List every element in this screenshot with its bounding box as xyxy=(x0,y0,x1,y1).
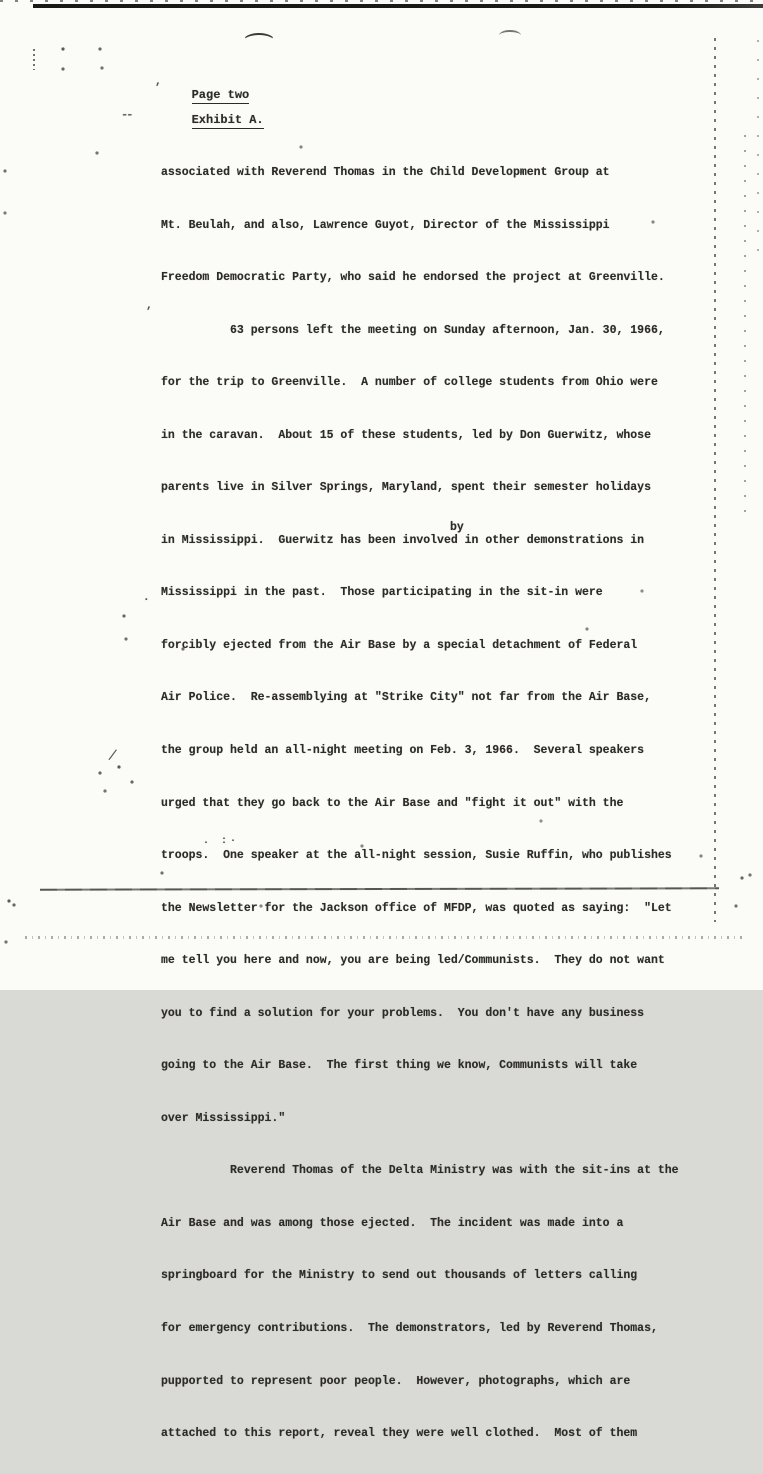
scan-artifact-right-dotted-line xyxy=(714,38,716,922)
document-line: you to find a solution for your problems. You don't have any business xyxy=(161,1006,645,1020)
scan-artifact-right-edge-speckles xyxy=(757,40,759,255)
document-line: Air Police. Re-assemblying at "Strike City" not far from the Air Base, xyxy=(161,691,651,705)
document-line: in Mississippi. Guerwitz has been involved in other demonstrations in xyxy=(161,533,645,547)
scan-artifact-top-line xyxy=(33,4,763,8)
document-line: Freedom Democratic Party, who said he endorsed the project at Greenville. xyxy=(161,271,665,285)
scan-artifact-topleft-speck-line xyxy=(33,49,35,70)
document-line: Mississippi in the past. Those participating in the sit-in were xyxy=(161,586,603,600)
margin-mark-comma: , xyxy=(155,76,162,88)
document-line: pupported to represent poor people. However, photographs, which are xyxy=(161,1374,631,1388)
document-line: associated with Reverend Thomas in the Child Development Group at xyxy=(161,166,610,179)
document-line: over Mississippi." xyxy=(161,1111,286,1125)
margin-mark-dashes: -- xyxy=(121,108,132,122)
document-body xyxy=(161,134,701,1474)
document-line: going to the Air Base. The first thing we know, Communists will take xyxy=(161,1059,638,1073)
document-line: Reverend Thomas of the Delta Ministry was with the sit-ins at the xyxy=(161,1164,679,1178)
scan-artifact-specks xyxy=(0,0,2,2)
document-line: springboard for the Ministry to send out thousands of letters calling xyxy=(161,1269,638,1283)
document-line: Mt. Beulah, and also, Lawrence Guyot, Director of the Mississippi xyxy=(161,218,610,232)
scan-artifact-pen-arc xyxy=(243,33,275,49)
page-number-label: Page two xyxy=(191,88,250,102)
document-line: the Newsletter for the Jackson office of MFDP, was quoted as saying: "Let xyxy=(161,901,672,915)
document-line: Air Base and was among those ejected. The incident was made into a xyxy=(161,1216,624,1230)
margin-mark-slash: / xyxy=(106,747,119,766)
document-line: the group held an all-night meeting on Feb. 3, 1966. Several speakers xyxy=(161,744,645,758)
document-line: for the trip to Greenville. A number of college students from Ohio were xyxy=(161,376,658,390)
document-line: me tell you here and now, you are being led/Communists. They do not want xyxy=(161,954,665,968)
margin-mark-dot: . xyxy=(143,592,150,604)
margin-mark-dots: . :· xyxy=(203,836,240,847)
document-line: for emergency contributions. The demonstrators, led by Reverend Thomas, xyxy=(161,1322,658,1336)
scan-artifact-top-dotted-edge xyxy=(0,0,763,2)
margin-mark-comma: , xyxy=(146,300,153,312)
document-line: 63 persons left the meeting on Sunday afternoon, Jan. 30, 1966, xyxy=(161,323,665,337)
typed-insertion-by: by xyxy=(450,521,464,534)
document-line: parents live in Silver Springs, Maryland, spent their semester holidays xyxy=(161,481,651,495)
document-line: in the caravan. About 15 of these students, led by Don Guerwitz, whose xyxy=(161,428,651,442)
scan-artifact-right-speckle-column xyxy=(744,135,746,525)
document-line: troops. One speaker at the all-night session, Susie Ruffin, who publishes xyxy=(161,849,672,863)
scan-artifact-pen-arc-small xyxy=(499,30,521,41)
document-line: urged that they go back to the Air Base and "fight it out" with the xyxy=(161,796,624,810)
exhibit-label: Exhibit A. xyxy=(191,113,264,127)
document-line: attached to this report, reveal they were well clothed. Most of them xyxy=(161,1427,638,1441)
document-line: forcibly ejected from the Air Base by a special detachment of Federal xyxy=(161,638,638,652)
